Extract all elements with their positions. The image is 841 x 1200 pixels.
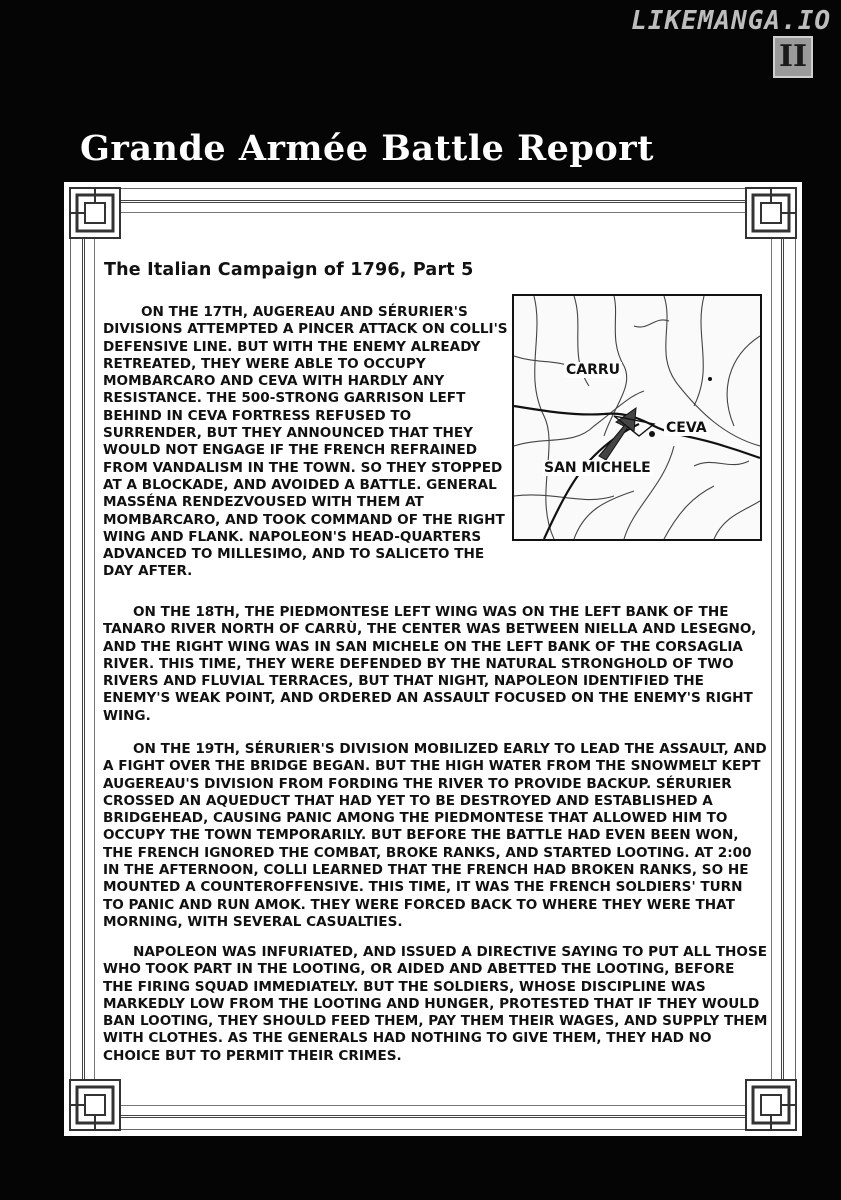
map-label-san-michele: SAN MICHELE — [544, 460, 651, 476]
paragraph-text: NAPOLEON WAS INFURIATED, AND ISSUED A DIRECTIVE SAYING TO PUT ALL THOSE WHO TOOK PART IN THE LOOTING, OR AIDED AND ABETTED THE LOOTING, BEFORE THE FIRING SQUAD IMMEDIATELY. BUT THE SOLDIERS, WHOSE DISCIPLINE WAS MARKEDLY LOW FROM THE LOOTING AND HUNGER, PROTESTED THAT IF THEY WOULD BAN LOOTING, THEY SHOULD FEED THEM, PAY THEM THEIR WAGES, AND SUPPLY THEM WITH CLOTHES. AS THE GENERALS HAD NOTHING TO GIVE THEM, THEY HAD NO CHOICE BUT TO PERMIT THEIR CRIMES. — [103, 944, 768, 1064]
corner-ornament-top-left — [68, 186, 122, 240]
corner-ornament-bottom-right — [744, 1078, 798, 1132]
section-heading: The Italian Campaign of 1796, Part 5 — [104, 260, 474, 280]
map-label-carru: CARRU — [566, 362, 621, 378]
report-paragraph-17th — [103, 304, 508, 581]
report-paragraph-directive — [103, 944, 768, 1065]
corner-ornament-bottom-left — [68, 1078, 122, 1132]
page-title: Grande Armée Battle Report — [80, 128, 654, 169]
volume-badge: II — [773, 36, 813, 78]
corner-ornament-top-right — [744, 186, 798, 240]
map-illustration — [514, 296, 760, 539]
battle-map — [512, 294, 762, 541]
map-label-ceva: CEVA — [666, 420, 707, 436]
paragraph-text: ON THE 18TH, THE PIEDMONTESE LEFT WING WAS ON THE LEFT BANK OF THE TANARO RIVER NORTH OF CARRÙ, THE CENTER WAS BETWEEN NIELLA AND LESEGNO, AND THE RIGHT WING WAS IN SAN MICHELE ON THE LEFT BANK OF THE CORSAGLIA RIVER. THIS TIME, THEY WERE DEFENDED BY THE NATURAL STRONGHOLD OF TWO RIVERS AND FLUVIAL TERRACES, BUT THAT NIGHT, NAPOLEON IDENTIFIED THE ENEMY'S WEAK POINT, AND ORDERED AN ASSAULT FOCUSED ON THE ENEMY'S RIGHT WING. — [103, 604, 757, 724]
paragraph-text: ON THE 17TH, AUGEREAU AND SÉRURIER'S DIVISIONS ATTEMPTED A PINCER ATTACK ON COLLI'S DEFENSIVE LINE. BUT WITH THE ENEMY ALREADY RETREATED, THEY WERE ABLE TO OCCUPY MOMBARCARO AND CEVA WITH HARDLY ANY RESISTANCE. THE 500-STRONG GARRISON LEFT BEHIND IN CEVA FORTRESS REFUSED TO SURRENDER, BUT THEY ANNOUNCED THAT THEY WOULD NOT ENGAGE IF THE FRENCH REFRAINED FROM VANDALISM IN THE TOWN. SO THEY STOPPED AT A BLOCKADE, AND AVOIDED A BATTLE. GENERAL MASSÉNA RENDEZVOUSED WITH THEM AT MOMBARCARO, AND TOOK COMMAND OF THE RIGHT WING AND FLANK. NAPOLEON'S HEAD-QUARTERS ADVANCED TO MILLESIMO, AND TO SALICETO THE DAY AFTER. — [103, 304, 508, 580]
report-paragraph-19th — [103, 741, 768, 931]
site-watermark: LIKEMANGA.IO — [631, 6, 831, 36]
report-paragraph-18th — [103, 604, 768, 725]
report-panel — [64, 182, 802, 1136]
paragraph-text: ON THE 19TH, SÉRURIER'S DIVISION MOBILIZED EARLY TO LEAD THE ASSAULT, AND A FIGHT OVER THE BRIDGE BEGAN. BUT THE HIGH WATER FROM THE SNOWMELT KEPT AUGEREAU'S DIVISION FROM FORDING THE RIVER TO PROVIDE BACKUP. SÉRURIER CROSSED AN AQUEDUCT THAT HAD YET TO BE DESTROYED AND ESTABLISHED A BRIDGEHEAD, CAUSING PANIC AMONG THE PIEDMONTESE THAT ALLOWED HIM TO OCCUPY THE TOWN TEMPORARILY. BUT BEFORE THE BATTLE HAD EVEN BEEN WON, THE FRENCH IGNORED THE COMBAT, BROKE RANKS, AND STARTED LOOTING. AT 2:00 IN THE AFTERNOON, COLLI LEARNED THAT THE FRENCH HAD BROKEN RANKS, SO HE MOUNTED A COUNTEROFFENSIVE. THIS TIME, IT WAS THE FRENCH SOLDIERS' TURN TO PANIC AND RUN AMOK. THEY WERE FORCED BACK TO WHERE THEY WERE THAT MORNING, WITH SEVERAL CASUALTIES. — [103, 741, 767, 930]
